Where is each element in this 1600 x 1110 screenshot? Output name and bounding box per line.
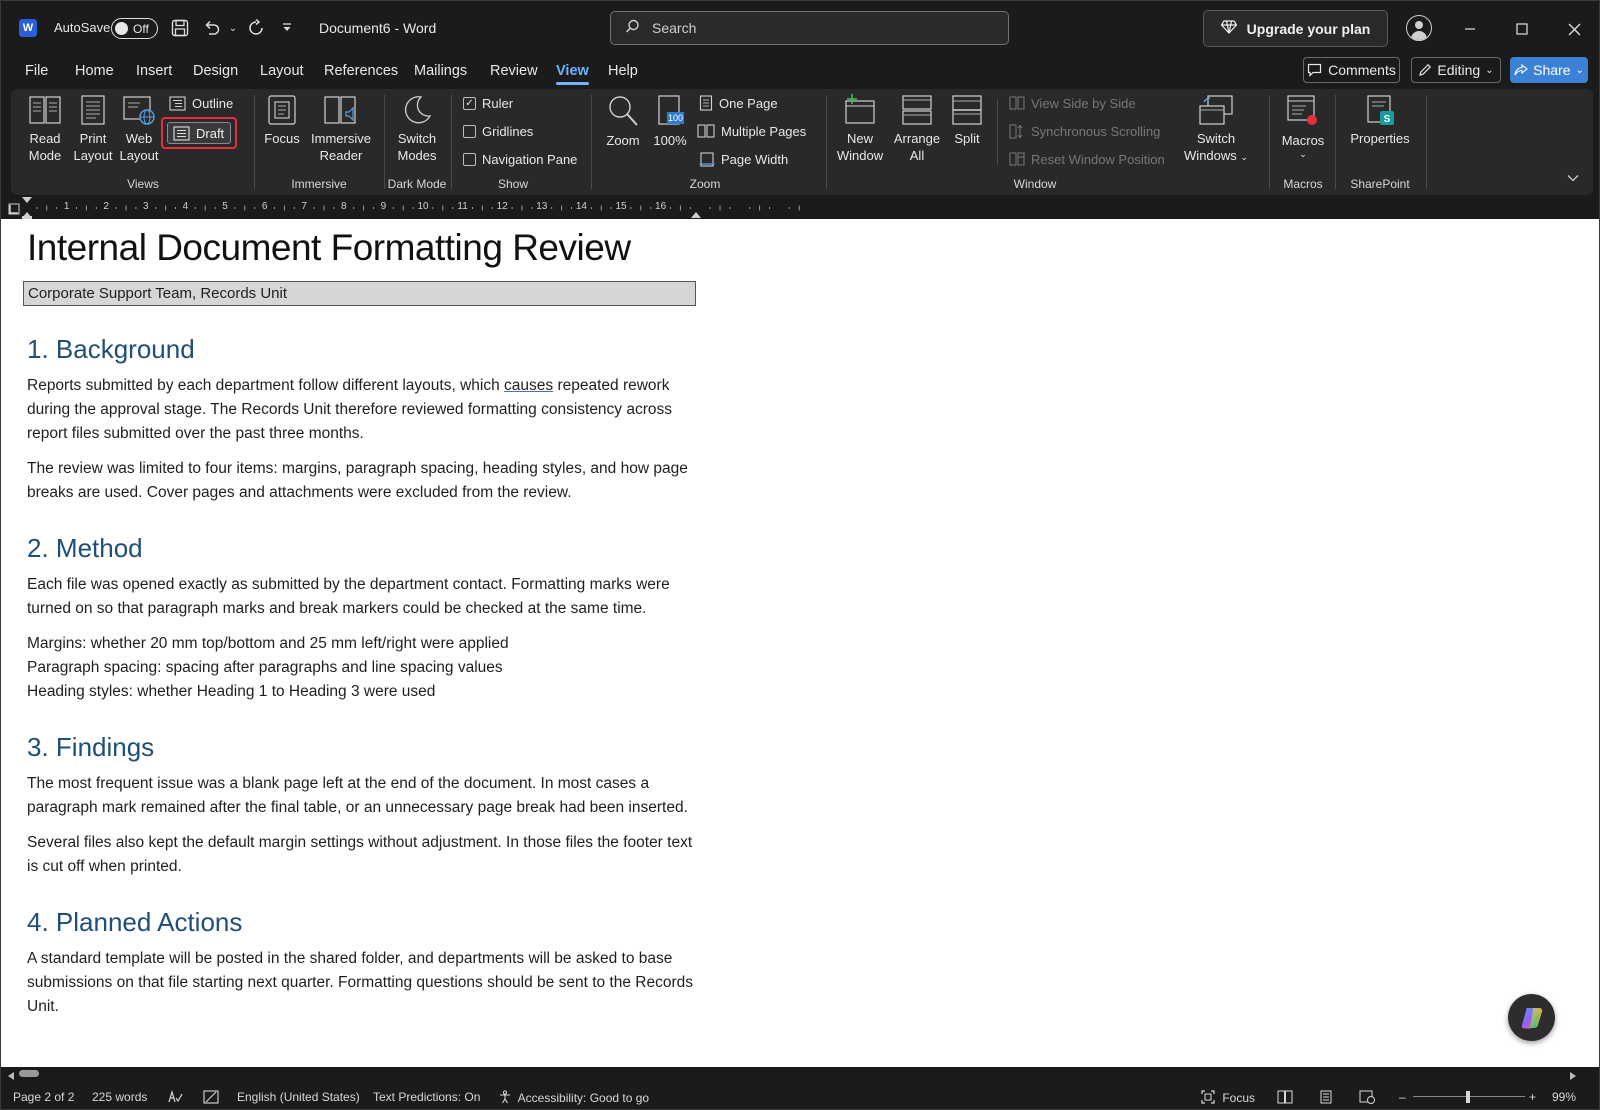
- chevron-down-icon: ⌄: [1485, 64, 1494, 76]
- read-mode-icon: [28, 94, 62, 126]
- switch-windows-label-2-row: [1181, 147, 1251, 166]
- undo-icon[interactable]: [201, 17, 223, 39]
- tab-file[interactable]: File: [25, 63, 49, 79]
- one-page-icon: [699, 95, 713, 111]
- properties-label: Properties: [1350, 131, 1410, 146]
- draft-icon: [173, 126, 190, 141]
- word-logo-icon: W: [19, 19, 37, 37]
- switch-windows-icon: [1198, 94, 1234, 126]
- document-heading: Internal Document Formatting Review: [27, 227, 631, 268]
- accessibility-icon: [498, 1090, 512, 1104]
- draft-button[interactable]: [167, 122, 231, 144]
- read-mode-button[interactable]: [23, 94, 67, 164]
- section-heading: 3. Findings: [27, 732, 155, 762]
- split-button[interactable]: [947, 94, 987, 147]
- search-icon: [625, 19, 640, 37]
- print-layout-label-1: Print: [79, 131, 107, 146]
- chevron-down-icon: ⌄: [1575, 64, 1584, 76]
- close-icon[interactable]: [1559, 14, 1589, 44]
- checkbox-checked-icon: ✓: [463, 97, 476, 110]
- autosave-toggle[interactable]: [111, 18, 158, 39]
- arrange-all-button[interactable]: [891, 94, 943, 164]
- view-side-by-side-button[interactable]: [1009, 93, 1136, 113]
- user-avatar[interactable]: [1406, 15, 1432, 41]
- list-item: Heading styles: whether Heading 1 to Heading 3 were used: [27, 683, 436, 700]
- share-label: Share: [1533, 62, 1571, 78]
- properties-button[interactable]: [1345, 94, 1415, 147]
- ruler-number: 8: [341, 201, 347, 212]
- ruler-number: 10: [417, 201, 429, 212]
- ribbon-divider: [1426, 95, 1427, 189]
- outline-button[interactable]: [169, 93, 233, 113]
- draft-label: Draft: [196, 125, 225, 141]
- switch-modes-label-2: Modes: [397, 148, 437, 163]
- editing-label: Editing: [1437, 62, 1481, 78]
- focus-label: Focus: [264, 131, 300, 146]
- focus-button[interactable]: [261, 94, 303, 147]
- new-window-label-1: New: [846, 131, 873, 146]
- toggle-knob: [115, 22, 128, 35]
- collapse-ribbon-icon[interactable]: [1567, 171, 1579, 185]
- section-heading: 4. Planned Actions: [27, 907, 243, 937]
- focus-mode-label: Focus: [1222, 1091, 1256, 1105]
- ruler-label: Ruler: [482, 95, 514, 111]
- zoom-100-badge: 100: [667, 113, 684, 123]
- language-status[interactable]: English (United States): [237, 1090, 360, 1104]
- avatar-head: [1415, 21, 1423, 29]
- ruler-number: 6: [261, 201, 268, 212]
- horizontal-scrollbar[interactable]: [1, 1067, 1600, 1079]
- search-box[interactable]: [610, 11, 1009, 45]
- ruler-number: 14: [575, 201, 587, 212]
- group-label-macros: Macros: [1283, 177, 1323, 191]
- status-bar: [1, 1085, 1600, 1110]
- ribbon-divider: [1269, 95, 1270, 189]
- page-count[interactable]: Page 2 of 2: [13, 1090, 75, 1104]
- print-layout-label-2: Layout: [73, 148, 113, 163]
- arrange-all-label-2: All: [909, 148, 925, 163]
- sync-scroll-icon: [1009, 124, 1025, 139]
- split-icon: [951, 94, 983, 126]
- navigation-pane-checkbox[interactable]: [463, 149, 577, 169]
- svg-text:S: S: [1383, 114, 1391, 125]
- synchronous-scrolling-button[interactable]: [1009, 121, 1160, 141]
- share-button[interactable]: [1510, 57, 1588, 83]
- copilot-icon: [1519, 1005, 1545, 1031]
- document-canvas[interactable]: [1, 219, 1600, 1067]
- customize-toolbar-icon[interactable]: [276, 17, 298, 39]
- autosave-state: Off: [133, 21, 149, 36]
- ruler-number: 5: [222, 201, 228, 212]
- share-icon: [1514, 64, 1528, 77]
- tab-home[interactable]: Home: [75, 63, 114, 79]
- zoom-100-icon: [655, 94, 685, 128]
- diamond-icon: [1221, 20, 1237, 38]
- read-mode-view-icon[interactable]: [1277, 1090, 1293, 1107]
- group-label-dark-mode: Dark Mode: [387, 177, 447, 191]
- tab-view[interactable]: View: [556, 63, 589, 79]
- editing-mode-button[interactable]: [1411, 57, 1501, 83]
- gridlines-label: Gridlines: [482, 123, 534, 139]
- track-changes-icon[interactable]: [203, 1090, 219, 1107]
- switch-windows-button[interactable]: [1181, 94, 1251, 166]
- tab-insert[interactable]: Insert: [136, 63, 173, 79]
- proofing-icon[interactable]: [167, 1090, 183, 1107]
- ruler-checkbox[interactable]: [463, 93, 513, 113]
- tab-design[interactable]: Design: [193, 63, 239, 79]
- scrollbar-thumb[interactable]: [19, 1070, 39, 1077]
- read-mode-label-2: Mode: [28, 148, 62, 163]
- view-ribbon: [11, 89, 1593, 195]
- ribbon-divider: [826, 95, 827, 189]
- new-window-icon: [843, 94, 877, 126]
- paragraph: Each file was opened exactly as submitted by the department contact. Formatting marks were turned on so that paragraph marks and break markers could be checked at the same time.: [27, 576, 670, 617]
- ruler-number: 12: [496, 201, 508, 212]
- zoom-out-button[interactable]: –: [1399, 1090, 1406, 1104]
- section-heading: 2. Method: [27, 533, 143, 563]
- checkbox-unchecked-icon: [463, 125, 476, 138]
- print-layout-view-icon[interactable]: [1319, 1090, 1333, 1107]
- ruler-number: 15: [615, 201, 627, 212]
- search-input[interactable]: [652, 20, 972, 36]
- focus-icon: [265, 94, 299, 126]
- gridlines-checkbox[interactable]: [463, 121, 533, 141]
- paragraph: The most frequent issue was a blank page left at the end of the document. In most cases a paragraph mark remained after the final table, or an unnecessary page break had been inserted.: [27, 775, 688, 816]
- immersive-reader-icon: [323, 94, 359, 126]
- section-heading: 1. Background: [27, 334, 195, 364]
- split-label: Split: [954, 131, 980, 146]
- group-label-immersive: Immersive: [291, 177, 347, 191]
- focus-mode-button[interactable]: [1201, 1090, 1255, 1105]
- comment-icon: [1307, 63, 1322, 77]
- reset-window-position-button[interactable]: [1009, 149, 1165, 169]
- web-layout-view-icon[interactable]: [1359, 1090, 1375, 1107]
- immersive-reader-label-1: Immersive: [311, 131, 371, 146]
- ruler-number: 11: [457, 201, 468, 212]
- web-layout-label-1: Web: [125, 131, 153, 146]
- immersive-reader-label-2: Reader: [319, 148, 363, 163]
- new-window-button[interactable]: [834, 94, 886, 164]
- paragraph: Reports submitted by each department follow different layouts, which causes repeated rework during the approval stage. The Records Unit therefore reviewed formatting consistency across report files submitted over the past three months.: [27, 377, 673, 442]
- paragraph: Several files also kept the default margin settings without adjustment. In those files the footer text is cut off when printed.: [27, 834, 693, 875]
- switch-windows-label-1: Switch: [1196, 131, 1236, 146]
- macros-label: Macros: [1281, 133, 1325, 148]
- group-label-sharepoint: SharePoint: [1350, 177, 1410, 191]
- reset-position-icon: [1009, 152, 1025, 166]
- comments-button[interactable]: [1303, 57, 1400, 83]
- print-layout-button[interactable]: [69, 94, 117, 164]
- page-width-label: Page Width: [721, 151, 789, 167]
- horizontal-ruler[interactable]: [1, 197, 1600, 219]
- group-label-window: Window: [1013, 177, 1057, 191]
- arrange-all-label-1: Arrange: [893, 131, 941, 146]
- zoom-in-button[interactable]: +: [1529, 1090, 1537, 1104]
- checkbox-unchecked-icon: [463, 153, 476, 166]
- list-item: Paragraph spacing: spacing after paragraphs and line spacing values: [27, 659, 503, 676]
- minimize-icon[interactable]: [1455, 14, 1485, 44]
- undo-dropdown-icon[interactable]: ⌄: [228, 22, 238, 34]
- macros-icon: [1286, 94, 1320, 128]
- ruler-number: 13: [536, 201, 548, 212]
- tab-references[interactable]: References: [324, 63, 399, 79]
- chevron-down-icon: ⌄: [1299, 149, 1307, 159]
- autosave-label: AutoSave: [54, 20, 111, 35]
- ruler-number: 3: [143, 201, 149, 212]
- reset-window-position-label: Reset Window Position: [1031, 151, 1165, 167]
- zoom-100-label: 100%: [653, 133, 687, 148]
- multiple-pages-icon: [697, 124, 715, 138]
- multiple-pages-label: Multiple Pages: [721, 123, 807, 139]
- group-label-show: Show: [497, 177, 529, 191]
- synchronous-scrolling-label: Synchronous Scrolling: [1031, 123, 1161, 139]
- tab-mailings[interactable]: Mailings: [414, 63, 468, 79]
- view-side-by-side-label: View Side by Side: [1031, 95, 1136, 111]
- group-label-views: Views: [127, 177, 159, 191]
- ruler-number: 16: [655, 201, 667, 212]
- tab-review[interactable]: Review: [490, 63, 538, 79]
- moon-icon: [401, 94, 433, 126]
- document-body[interactable]: [27, 227, 697, 1030]
- focus-mode-icon: [1201, 1090, 1215, 1104]
- navigation-pane-label: Navigation Pane: [482, 151, 578, 167]
- switch-modes-label-1: Switch: [397, 131, 437, 146]
- web-layout-button[interactable]: [117, 94, 161, 164]
- text-predictions-status[interactable]: Text Predictions: On: [373, 1090, 481, 1104]
- upgrade-plan-button[interactable]: [1203, 10, 1388, 47]
- one-page-button[interactable]: [699, 93, 778, 113]
- ruler-number: 4: [182, 201, 189, 212]
- pencil-icon: [1418, 63, 1432, 77]
- accessibility-label: Accessibility: Good to go: [517, 1091, 650, 1105]
- new-window-label-2: Window: [836, 148, 884, 163]
- side-by-side-icon: [1009, 96, 1025, 110]
- document-subtitle: Corporate Support Team, Records Unit: [23, 281, 696, 306]
- scroll-left-icon[interactable]: [7, 1068, 15, 1086]
- word-count[interactable]: 225 words: [92, 1090, 148, 1104]
- ruler-graphic: [1, 197, 1600, 219]
- copilot-button[interactable]: [1508, 994, 1555, 1041]
- group-label-zoom: Zoom: [689, 177, 721, 191]
- comments-label: Comments: [1328, 62, 1396, 78]
- ruler-number: 7: [301, 201, 307, 212]
- one-page-label: One Page: [719, 95, 778, 111]
- switch-modes-button[interactable]: [392, 94, 442, 164]
- properties-icon: [1364, 94, 1396, 126]
- macros-button[interactable]: [1275, 94, 1331, 159]
- ribbon-divider: [591, 95, 592, 189]
- redo-icon[interactable]: [245, 17, 267, 39]
- list-item: Margins: whether 20 mm top/bottom and 25 mm left/right were applied: [27, 635, 509, 652]
- tab-layout[interactable]: Layout: [260, 63, 304, 79]
- ribbon-divider: [384, 95, 385, 189]
- save-icon[interactable]: [169, 17, 191, 39]
- ruler-number: 9: [380, 201, 387, 212]
- ruler-number: 1: [63, 201, 70, 212]
- tab-help[interactable]: Help: [608, 63, 638, 79]
- paragraph: A standard template will be posted in the shared folder, and departments will be asked to base submissions on that file starting next quarter. Formatting questions should be sent to the Records Unit.: [27, 950, 694, 1015]
- avatar-body: [1411, 31, 1427, 41]
- zoom-slider-thumb[interactable]: [1466, 1091, 1470, 1103]
- document-title: Document6 - Word: [319, 20, 437, 36]
- zoom-level[interactable]: 99%: [1552, 1090, 1577, 1104]
- outline-icon: [169, 96, 186, 111]
- zoom-button[interactable]: [602, 94, 644, 149]
- ribbon-divider: [254, 95, 255, 189]
- zoom-label: Zoom: [606, 133, 640, 148]
- upgrade-plan-label: Upgrade your plan: [1246, 20, 1371, 37]
- paragraph: The review was limited to four items: margins, paragraph spacing, heading styles, and how page breaks are used. Cover pages and attachments were excluded from the review.: [27, 460, 688, 501]
- accessibility-status[interactable]: [498, 1090, 649, 1105]
- maximize-icon[interactable]: [1507, 14, 1537, 44]
- chevron-down-icon: ⌄: [1240, 152, 1248, 162]
- print-layout-icon: [79, 94, 107, 126]
- zoom-100-button[interactable]: [649, 94, 691, 149]
- ribbon-divider: [1335, 95, 1336, 189]
- scroll-right-icon[interactable]: [1569, 1068, 1577, 1086]
- ribbon-divider: [997, 99, 998, 165]
- page-width-icon: [699, 152, 715, 167]
- multiple-pages-button[interactable]: [697, 121, 806, 141]
- ruler-number: 2: [103, 201, 109, 212]
- page-width-button[interactable]: [699, 149, 788, 169]
- spellcheck-word[interactable]: causes: [504, 377, 554, 394]
- magnifier-icon: [606, 94, 640, 128]
- ribbon-divider: [451, 95, 452, 189]
- arrange-all-icon: [901, 94, 933, 126]
- immersive-reader-button[interactable]: [309, 94, 373, 164]
- web-layout-label-2: Layout: [119, 148, 159, 163]
- read-mode-label-1: Read: [29, 131, 61, 146]
- web-layout-icon: [122, 94, 156, 126]
- switch-windows-label-2: Windows: [1184, 148, 1237, 163]
- outline-label: Outline: [192, 95, 234, 111]
- draft-highlight: [161, 117, 237, 149]
- title-bar: [1, 1, 1600, 57]
